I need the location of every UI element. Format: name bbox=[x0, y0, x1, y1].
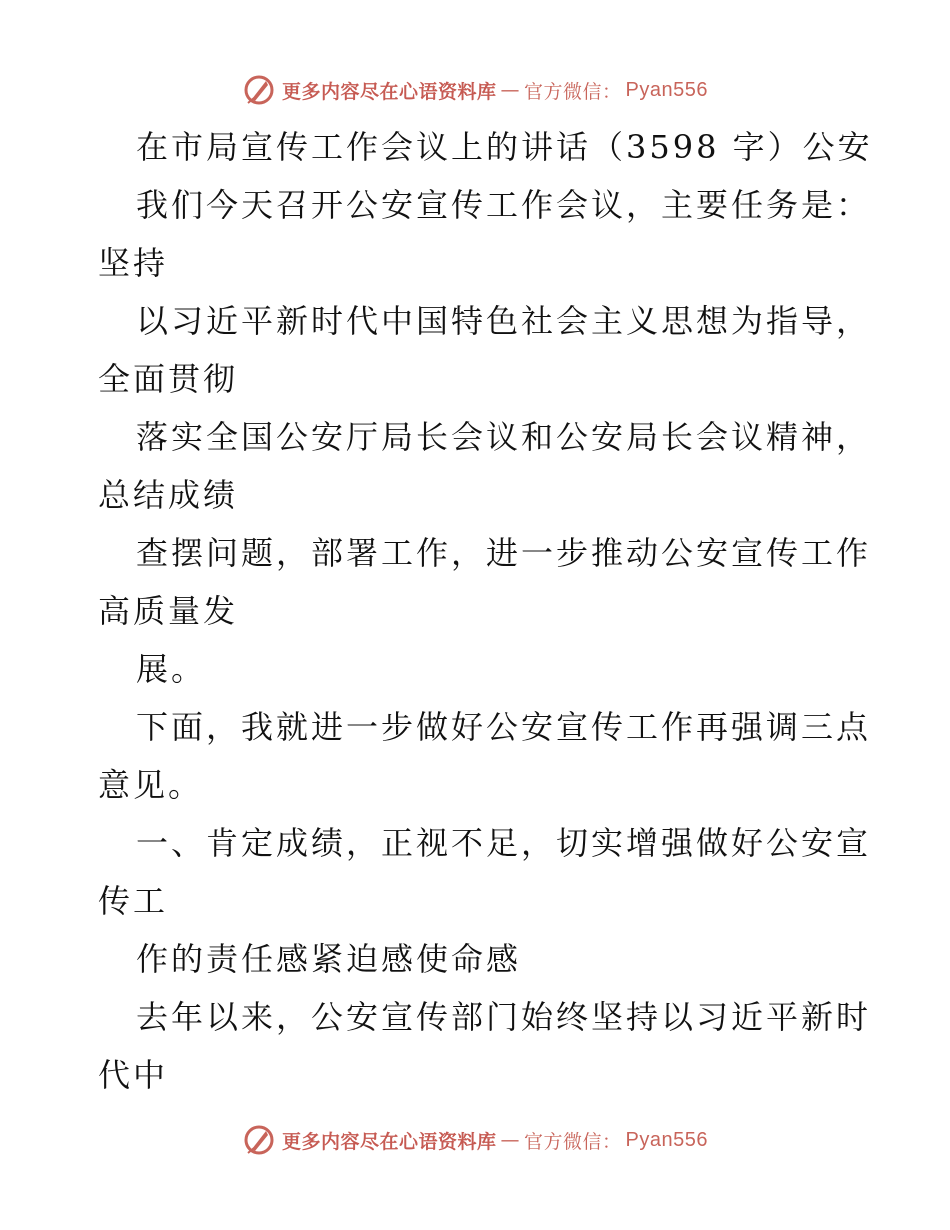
section-heading-line: 作的责任感紧迫感使命感 bbox=[136, 940, 522, 978]
footer-banner bbox=[0, 1120, 950, 1160]
paragraph-line: 全面贯彻 bbox=[98, 360, 239, 398]
paragraph-line: 总结成绩 bbox=[98, 476, 239, 514]
paragraph-line: 坚持 bbox=[98, 244, 169, 282]
banner-official: 官方微信： bbox=[524, 80, 622, 103]
paragraph-line: 查摆问题，部署工作，进一步推动公安宣传工作 bbox=[136, 534, 872, 572]
header-banner bbox=[0, 70, 950, 110]
banner-dash: — bbox=[500, 1129, 521, 1151]
banner-brand: 更多内容尽在心语资料库 bbox=[282, 1130, 497, 1153]
paragraph-line: 去年以来，公安宣传部门始终坚持以习近平新时 bbox=[136, 998, 872, 1036]
banner-handle: Pyan556 bbox=[625, 78, 708, 101]
quill-logo-icon bbox=[242, 1123, 276, 1157]
paragraph-line: 意见。 bbox=[98, 766, 204, 804]
paragraph-line: 落实全国公安厅局长会议和公安局长会议精神， bbox=[136, 418, 872, 456]
quill-logo-icon bbox=[242, 73, 276, 107]
section-heading-line: 一、肯定成绩，正视不足，切实增强做好公安宣 bbox=[136, 824, 872, 862]
banner-dash: — bbox=[500, 79, 521, 101]
paragraph-line: 代中 bbox=[98, 1056, 169, 1094]
document-body bbox=[98, 118, 873, 1104]
paragraph-line: 下面，我就进一步做好公安宣传工作再强调三点 bbox=[136, 708, 872, 746]
paragraph-line: 我们今天召开公安宣传工作会议，主要任务是： bbox=[136, 186, 872, 224]
banner-brand: 更多内容尽在心语资料库 bbox=[282, 80, 497, 103]
section-heading-line: 传工 bbox=[98, 882, 169, 920]
doc-title-line: 在市局宣传工作会议上的讲话（3598 字）公安 bbox=[136, 128, 873, 166]
banner-handle: Pyan556 bbox=[625, 1128, 708, 1151]
banner-official: 官方微信： bbox=[524, 1130, 622, 1153]
paragraph-line: 高质量发 bbox=[98, 592, 239, 630]
paragraph-line: 以习近平新时代中国特色社会主义思想为指导， bbox=[136, 302, 872, 340]
paragraph-line: 展。 bbox=[136, 650, 207, 688]
